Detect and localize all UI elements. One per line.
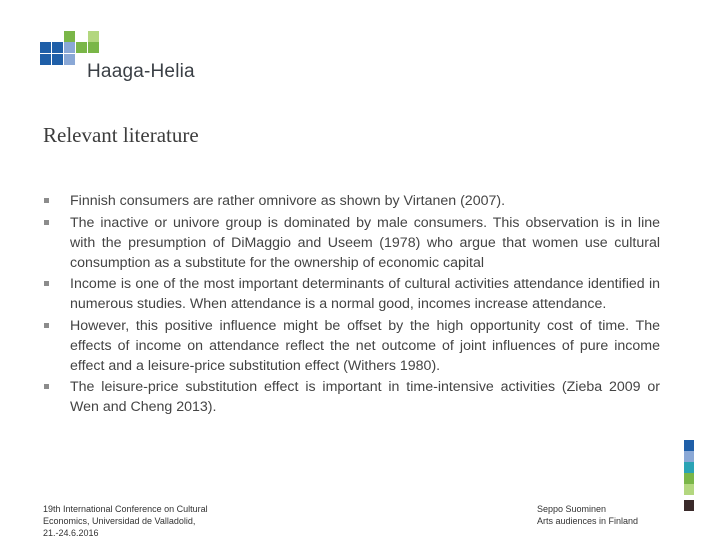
bullet-item <box>44 191 660 211</box>
side-color-bar <box>684 500 694 511</box>
logo-square <box>76 42 87 53</box>
logo-square <box>64 54 75 65</box>
footer-author-block <box>537 503 638 527</box>
bullet-text: The inactive or univore group is dominated by male consumers. This observation is in line with the presumption of DiMaggio and Useem (1978) who argue that women use cultural consumption as a substitute for the ownership of economic capital <box>70 214 660 271</box>
side-color-bar <box>684 440 694 451</box>
bullet-text: Finnish consumers are rather omnivore as shown by Virtanen (2007). <box>70 193 506 209</box>
footer-conference: 19th International Conference on Cultural Economics, Universidad de Valladolid, 21.-24.6.2016 <box>43 504 208 538</box>
side-color-bar <box>684 484 694 495</box>
side-color-bar <box>684 451 694 462</box>
bullet-item <box>44 316 660 376</box>
bullet-marker <box>44 323 49 328</box>
logo-square <box>88 31 99 42</box>
bullet-text: The leisure-price substitution effect is important in time-intensive activities (Zieba 2009 or Wen and Cheng 2013). <box>70 379 660 415</box>
bullet-marker <box>44 281 49 286</box>
side-color-bar <box>684 473 694 484</box>
bullet-marker <box>44 384 49 389</box>
side-color-bar <box>684 462 694 473</box>
logo-square <box>52 42 63 53</box>
logo-square <box>40 54 51 65</box>
logo-text: Haaga-Helia <box>87 61 195 82</box>
bullet-text: However, this positive influence might be offset by the high opportunity cost of time. The effects of income on attendance reflect the net outcome of joint influences of pure income effect and a leisure-price substitution effect (Withers 1980). <box>70 317 660 374</box>
slide-title: Relevant literature <box>43 123 199 147</box>
bullet-marker <box>44 220 49 225</box>
bullet-marker <box>44 198 49 203</box>
bullet-text: Income is one of the most important determinants of cultural activities attendance identified in numerous studies. When attendance is a normal good, incomes increase attendance. <box>70 276 660 312</box>
logo-square <box>52 54 63 65</box>
footer-author: Seppo Suominen <box>537 504 607 514</box>
logo-square <box>64 42 75 53</box>
haaga-helia-logo <box>40 31 220 86</box>
footer-subtitle: Arts audiences in Finland <box>537 516 639 526</box>
logo-square <box>40 42 51 53</box>
bullet-item <box>44 213 660 273</box>
bullet-list <box>44 191 660 419</box>
bullet-item <box>44 274 660 314</box>
logo-square <box>64 31 75 42</box>
bullet-item <box>44 377 660 417</box>
logo-square <box>88 42 99 53</box>
